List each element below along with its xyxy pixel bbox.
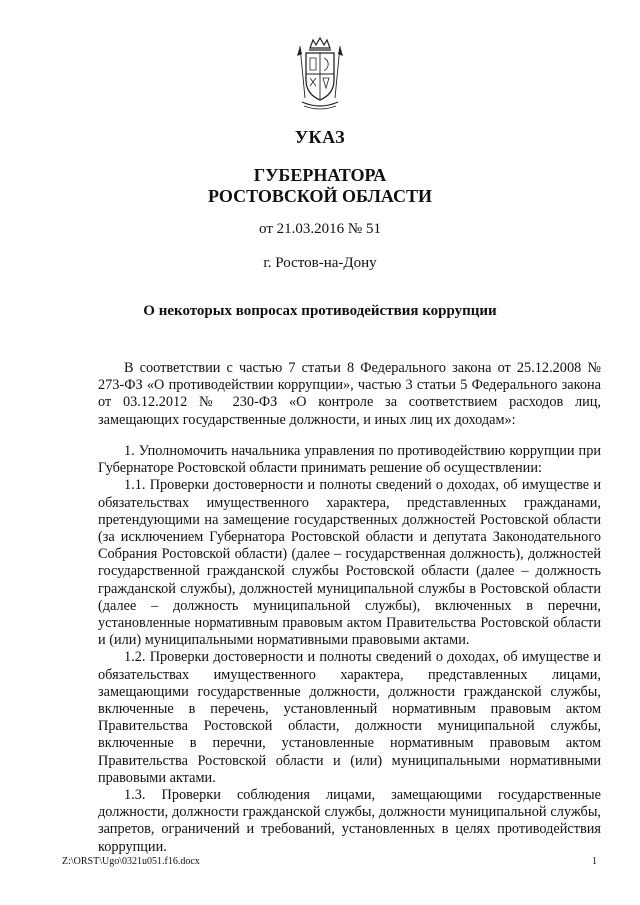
- paragraph-item-1-1: 1.1. Проверки достоверности и полноты сведений о доходах, об имуществе и обязательствах имущественного характера, представленных гражданами, претендующими на замещение государственных должностей Ростовской области (за исключением Губернатора Ростовской области и депутата Законодательного Собрания Ростовской области) (далее – государственная должность), должностей государственной гражданской службы Ростовской области (далее – должность гражданской службы), должностей муниципальной службы в Ростовской области (далее – должность муниципальной службы), включенных в перечни, установленные нормативным правовым актом Правительства Ростовской области и (или) муниципальными нормативными правовыми актами.: [98, 477, 601, 649]
- main-body: [98, 443, 601, 856]
- issuer-heading-line-1: ГУБЕРНАТОРА: [253, 165, 387, 185]
- footer-page-number: 1: [592, 856, 597, 867]
- document-title: О некоторых вопросах противодействия коррупции: [143, 303, 497, 319]
- preamble-block: [98, 360, 601, 429]
- paragraph-item-1-3: 1.3. Проверки соблюдения лицами, замещающими государственные должности, должности гражданской службы, должности муниципальной службы, запретов, ограничений и требований, установленных в целях противодействия коррупции.: [98, 787, 601, 855]
- document-type-heading: УКАЗ: [294, 127, 346, 147]
- date-and-number: от 21.03.2016 № 51: [259, 221, 381, 237]
- city-line: г. Ростов-на-Дону: [263, 255, 377, 271]
- rostov-coat-of-arms-icon: [296, 36, 344, 112]
- preamble-paragraph: В соответствии с частью 7 статьи 8 Федерального закона от 25.12.2008 № 273-ФЗ «О противодействии коррупции», частью 3 статьи 5 Федерального закона от 03.12.2012 № 230-ФЗ «О контроле за соответствием расходов лиц, замещающих государственные должности, и иных лиц их доходам»:: [98, 360, 601, 428]
- paragraph-item-1-2: 1.2. Проверки достоверности и полноты сведений о доходах, об имуществе и обязательствах имущественного характера, представленных лицами, замещающими государственные должности, должности гражданской службы, включенные в перечень, установленный нормативным правовым актом Правительства Ростовской области, должности муниципальной службы, включенные в перечни, установленные нормативным правовым актом Правительства Ростовской области и (или) муниципальными нормативными правовыми актами.: [98, 649, 601, 786]
- footer-file-path: Z:\ORST\Ugo\0321u051.f16.docx: [62, 856, 200, 867]
- paragraph-item-1: 1. Уполномочить начальника управления по противодействию коррупции при Губернаторе Ростовской области принимать решение об осуществлении:: [98, 443, 601, 477]
- issuer-heading-line-2: РОСТОВСКОЙ ОБЛАСТИ: [208, 186, 432, 206]
